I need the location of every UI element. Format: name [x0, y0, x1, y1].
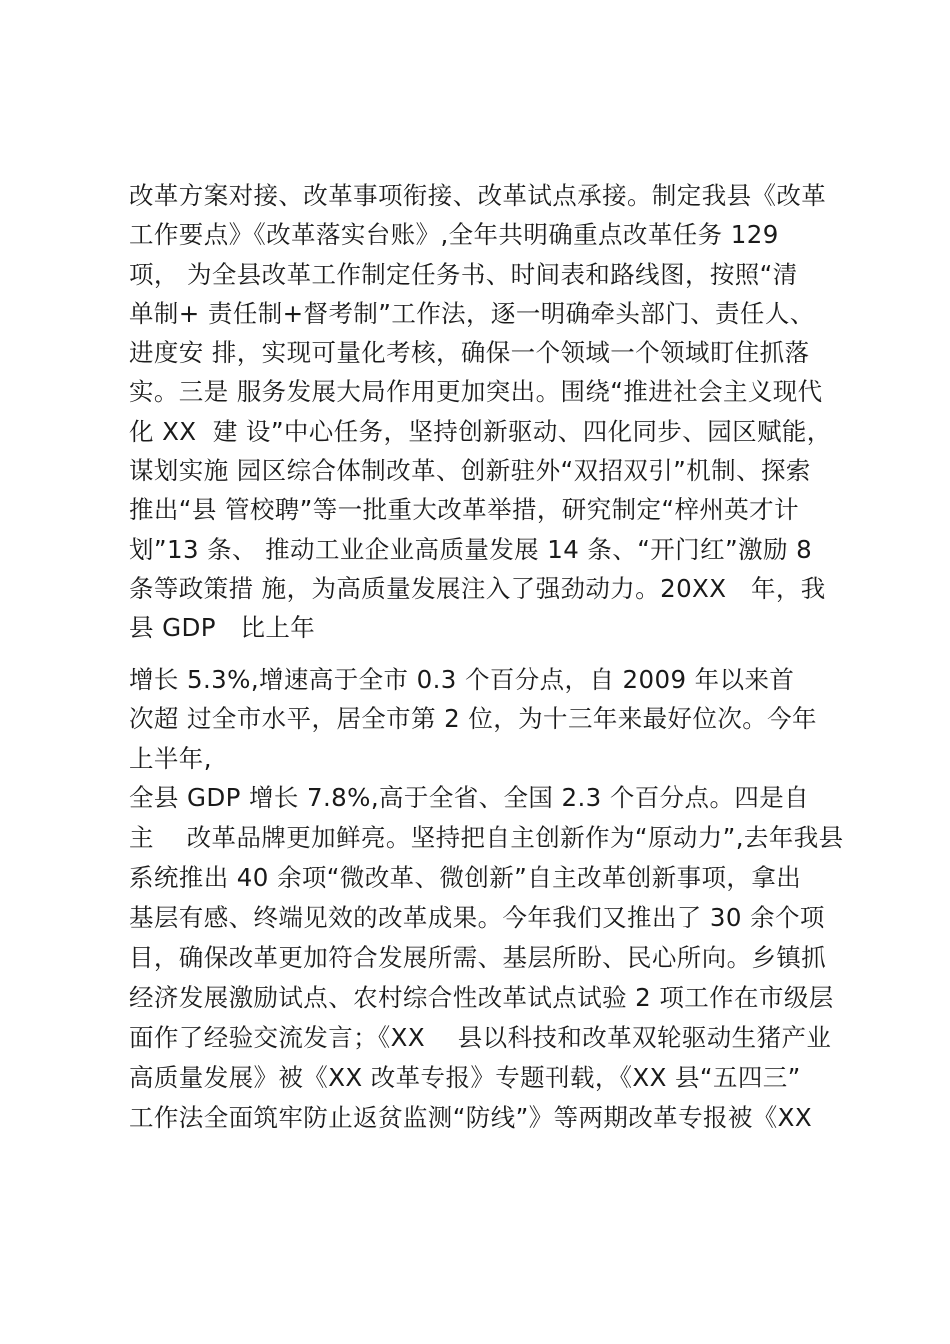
text-line: 工作法全面筑牢防止返贫监测“防线”》等两期改革专报被《XX: [129, 1103, 813, 1132]
text-line: 谋划实施 园区综合体制改革、创新驻外“双招双引”机制、探索: [129, 456, 811, 486]
text-line: 面作了经验交流发言；《XX 县以科技和改革双轮驱动生猪产业: [129, 1023, 832, 1052]
text-line: 基层有感、终端见效的改革成果。今年我们又推出了 30 余个项: [129, 903, 825, 932]
paragraph-independent-reform: [129, 778, 889, 1138]
text-line: 主 改革品牌更加鲜亮。坚持把自主创新作为“原动力”,去年我县: [129, 823, 844, 852]
text-line: 全县 GDP 增长 7.8%,高于全省、全国 2.3 个百分点。四是自: [129, 783, 810, 812]
text-line: 条等政策措 施，为高质量发展注入了强劲动力。20XX 年，我: [129, 573, 826, 603]
text-line: 目，确保改革更加符合发展所需、基层所盼、民心所向。乡镇抓: [129, 943, 827, 972]
text-line: 单制+ 责任制+督考制”工作法，逐一明确牵头部门、责任人、: [129, 298, 815, 328]
text-line: 次超 过全市水平，居全市第 2 位，为十三年来最好位次。今年: [129, 704, 817, 734]
text-line: 推出“县 管校聘”等一批重大改革举措，研究制定“梓州英才计: [129, 495, 799, 525]
text-line: 实。三是 服务发展大局作用更加突出。围绕“推进社会主义现代: [129, 377, 823, 407]
text-line: 上半年,: [129, 743, 212, 773]
text-line: 系统推出 40 余项“微改革、微创新”自主改革创新事项，拿出: [129, 863, 802, 892]
text-line: 增长 5.3%,增速高于全市 0.3 个百分点，自 2009 年以来首: [129, 665, 795, 694]
text-line: 项， 为全县改革工作制定任务书、时间表和路线图，按照“清: [129, 259, 798, 289]
text-line: 工作要点》《改革落实台账》,全年共明确重点改革任务 129: [129, 220, 779, 250]
text-line: 划”13 条、 推动工业企业高质量发展 14 条、“开门红”激励 8: [129, 534, 813, 564]
text-line: 高质量发展》被《XX 改革专报》专题刊载，《XX 县“五四三”: [129, 1063, 801, 1092]
paragraph-reform-measures: [129, 176, 889, 648]
text-line: 进度安 排，实现可量化考核，确保一个领域一个领域盯住抓落: [129, 338, 810, 368]
text-line: 县 GDP 比上年: [129, 613, 316, 643]
text-line: 改革方案对接、改革事项衔接、改革试点承接。制定我县《改革: [129, 181, 827, 210]
text-line: 化 XX 建 设”中心任务，坚持创新驱动、四化同步、园区赋能，: [129, 416, 832, 446]
text-line: 经济发展激励试点、农村综合性改革试点试验 2 项工作在市级层: [129, 983, 834, 1012]
paragraph-gdp-growth: [129, 660, 889, 778]
